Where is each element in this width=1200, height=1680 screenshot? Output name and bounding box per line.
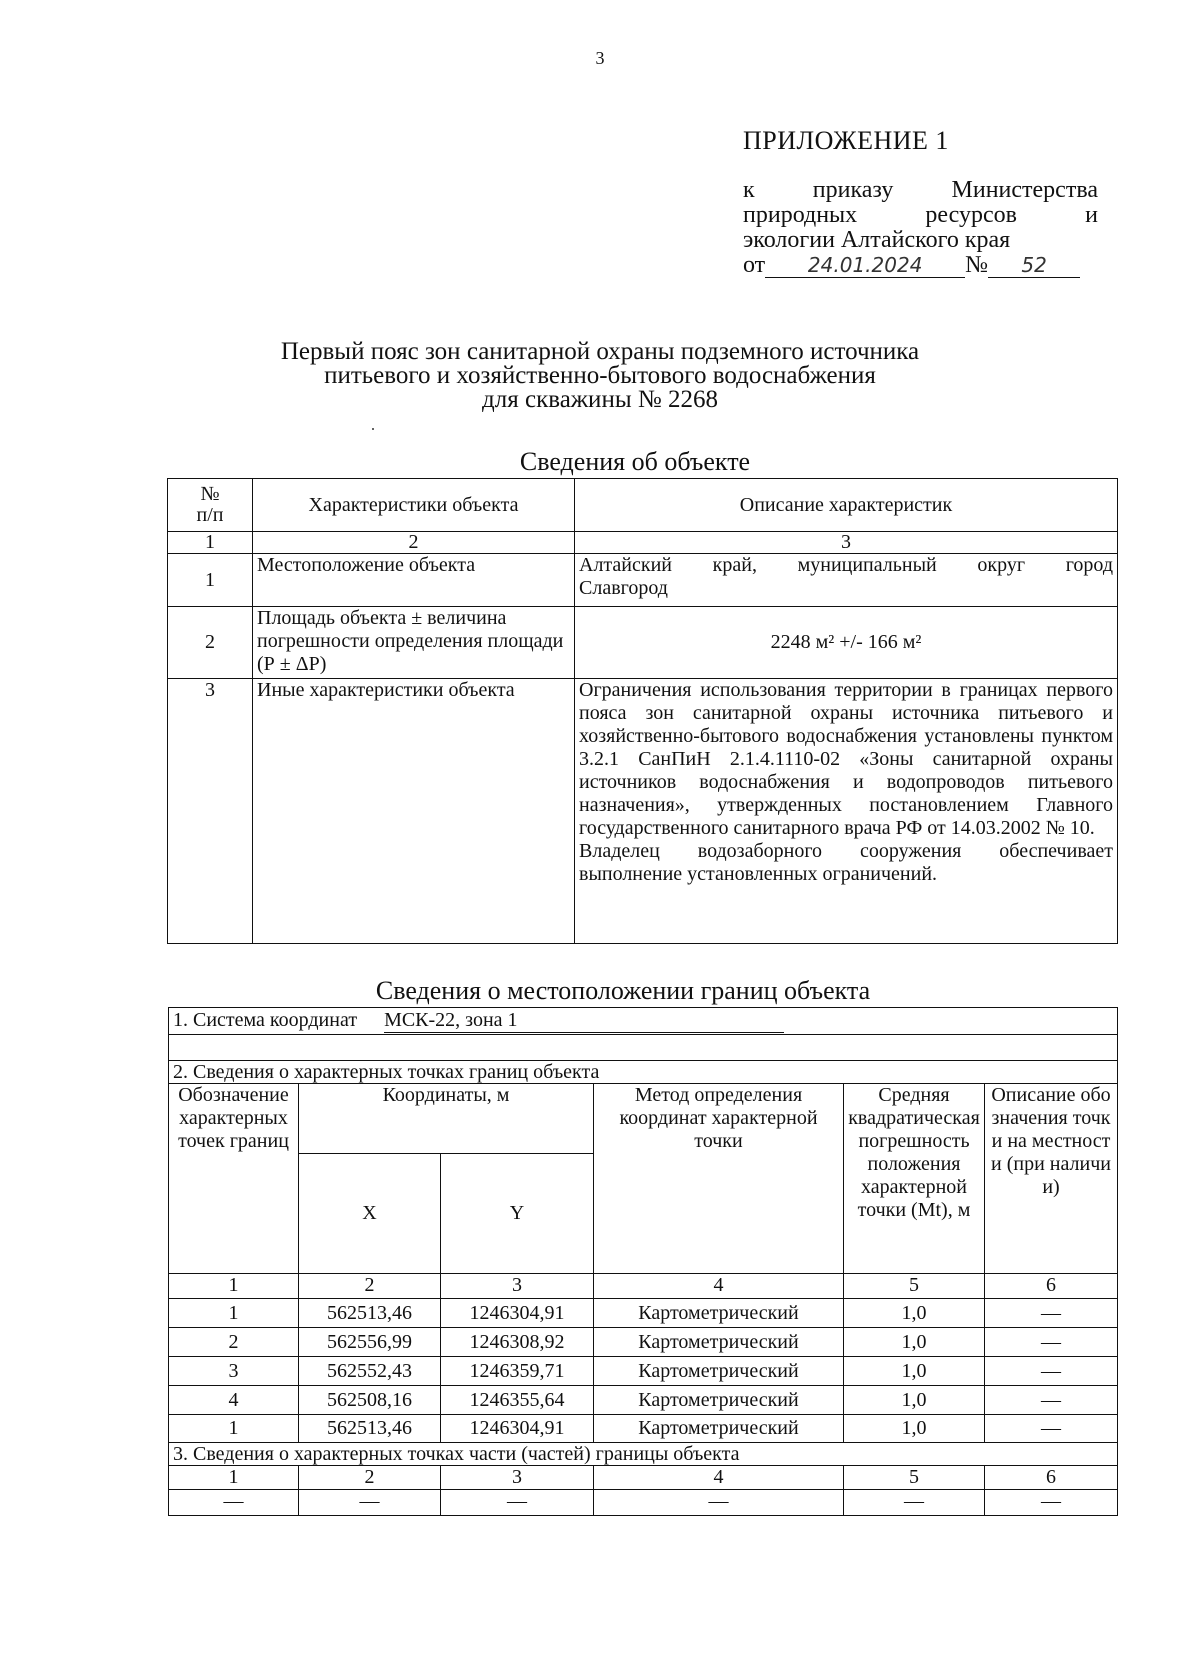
points-heading-row [169,1061,1118,1084]
coord-system-value: МСК-22, зона 1 [384,1008,784,1033]
table-row [168,607,1118,679]
point-mt: 1,0 [844,1357,985,1386]
part-heading-row [169,1443,1118,1466]
order-line-3: экологии Алтайского края [743,227,1011,253]
row-name: Площадь объекта ± величина погрешности определения площади (Р ± ΔР) [253,607,575,679]
col-number: 5 [844,1274,985,1299]
point-method: Картометрический [594,1299,844,1328]
desc-line-2: Славгород [579,577,668,599]
order-date-line [743,253,1098,278]
order-line-2 [743,203,1098,228]
empty-cell: — [594,1490,844,1516]
point-method: Картометрический [594,1386,844,1415]
point-method: Картометрический [594,1357,844,1386]
header-characteristics: Характеристики объекта [253,479,575,532]
point-y: 1246308,92 [441,1328,594,1357]
point-id: 3 [169,1357,299,1386]
point-id: 1 [169,1299,299,1328]
row-num: 2 [168,607,253,679]
part-empty-row [169,1490,1118,1516]
desc-word: Алтайский [579,554,672,576]
point-desc: — [985,1299,1118,1328]
header-coords: Координаты, м [299,1084,594,1154]
object-info-table [167,478,1118,944]
table-row [169,1415,1118,1443]
point-y: 1246355,64 [441,1386,594,1415]
point-x: 562556,99 [299,1328,441,1357]
column-header-row [169,1084,1118,1154]
spacer-cell [169,1035,1118,1061]
point-id: 1 [169,1415,299,1443]
column-number-row [168,532,1118,554]
title-line-2: питьевого и хозяйственно-бытового водоснабжения [324,362,876,389]
number-prefix: № [965,252,989,278]
desc-word: город [1065,554,1113,576]
header-num-top: № [200,483,220,505]
page-number: 3 [595,48,605,68]
point-method: Картометрический [594,1328,844,1357]
col-number: 4 [594,1274,844,1299]
col-number: 3 [441,1274,594,1299]
col-number: 4 [594,1466,844,1490]
title-line-1: Первый пояс зон санитарной охраны подземного источника [280,338,920,365]
col-number: 1 [169,1466,299,1490]
header-method: Метод определения координат характерной точки [594,1084,844,1274]
point-desc: — [985,1415,1118,1443]
table-row [169,1328,1118,1357]
desc-paragraph-2: Владелец водозаборного сооружения обеспечивает выполнение установленных ограничений. [579,840,1113,885]
header-description: Описание характеристик [575,479,1118,532]
point-y: 1246304,91 [441,1299,594,1328]
table-row [169,1386,1118,1415]
col-number: 6 [985,1466,1118,1490]
part-column-number-row [169,1466,1118,1490]
section-heading-boundaries: Сведения о местоположении границ объекта [375,976,871,1005]
desc-paragraph-1: Ограничения использования территории в границах первого пояса зон санитарной охраны источника питьевого и хозяйственно-бытового водоснабжения установлены пунктом 3.2.1 СанПиН 2.1.4.1110-02 «Зоны санитарной охраны источников водоснабжения и водопроводов питьевого назначения», утвержденных постановлением Главного государственного санитарного врача РФ от 14.03.2002 № 10. [579,679,1113,839]
col-number: 2 [299,1274,441,1299]
empty-cell: — [844,1490,985,1516]
point-x: 562513,46 [299,1415,441,1443]
order-word: приказу [812,177,894,203]
point-y: 1246304,91 [441,1415,594,1443]
empty-cell: — [299,1490,441,1516]
coord-system-row [169,1008,1118,1035]
title-line-3: для скважины № 2268 [482,386,718,413]
desc-word: край, [712,554,757,576]
column-number-row [169,1274,1118,1299]
order-word: и [1085,202,1098,228]
col-number: 6 [985,1274,1118,1299]
table-header-row [168,479,1118,532]
empty-cell: — [441,1490,594,1516]
point-desc: — [985,1357,1118,1386]
row-desc [575,554,1118,607]
row-num: 1 [168,554,253,607]
row-desc [575,679,1118,944]
part-heading: 3. Сведения о характерных точках части (частей) границы объекта [169,1443,1118,1466]
order-word: природных [743,202,858,228]
points-heading: 2. Сведения о характерных точках границ объекта [169,1061,1118,1084]
col-number: 2 [299,1466,441,1490]
point-mt: 1,0 [844,1299,985,1328]
point-id: 2 [169,1328,299,1357]
point-y: 1246359,71 [441,1357,594,1386]
header-desc: Описание обозначения точки на местности (при наличии) [985,1084,1118,1274]
order-word: ресурсов [925,202,1017,228]
handwritten-number: 52 [988,253,1080,278]
point-mt: 1,0 [844,1328,985,1357]
col-number: 3 [441,1466,594,1490]
col-number: 5 [844,1466,985,1490]
spacer-row [169,1035,1118,1061]
point-desc: — [985,1386,1118,1415]
order-line-1 [743,178,1098,203]
desc-word: муниципальный [797,554,937,576]
row-name: Иные характеристики объекта [253,679,575,944]
date-prefix: от [743,252,766,278]
document-title [180,340,1020,412]
col-number: 1 [168,532,253,554]
boundary-points-table [168,1007,1118,1516]
point-method: Картометрический [594,1415,844,1443]
order-word: Министерства [951,177,1098,203]
row-num: 3 [168,679,253,944]
appendix-title: ПРИЛОЖЕНИЕ 1 [743,126,949,155]
col-number: 1 [169,1274,299,1299]
order-word: к [743,177,755,203]
table-row [168,679,1118,944]
point-id: 4 [169,1386,299,1415]
header-point: Обозначение характерных точек границ [169,1084,299,1274]
stray-dot [372,428,374,430]
point-desc: — [985,1328,1118,1357]
empty-cell: — [985,1490,1118,1516]
header-num-bottom: п/п [196,504,224,526]
point-x: 562552,43 [299,1357,441,1386]
point-x: 562508,16 [299,1386,441,1415]
row-desc: 2248 м² +/- 166 м² [575,607,1118,679]
row-name: Местоположение объекта [253,554,575,607]
header-x: X [299,1154,441,1274]
coord-system-label: 1. Система координат [173,1009,358,1031]
header-y: Y [441,1154,594,1274]
order-reference [743,178,1098,278]
section-heading-object: Сведения об объекте [519,447,751,476]
point-mt: 1,0 [844,1415,985,1443]
coord-system-cell [169,1008,1118,1035]
point-mt: 1,0 [844,1386,985,1415]
header-error: Средняя квадратическая погрешность положения характерной точки (Mt), м [844,1084,985,1274]
handwritten-date: 24.01.2024 [765,253,965,278]
table-row [169,1357,1118,1386]
point-x: 562513,46 [299,1299,441,1328]
col-number: 3 [575,532,1118,554]
table-row [169,1299,1118,1328]
col-number: 2 [253,532,575,554]
desc-word: округ [977,554,1026,576]
empty-cell: — [169,1490,299,1516]
table-row [168,554,1118,607]
header-num [168,479,253,532]
desc-line-1 [579,554,1113,577]
